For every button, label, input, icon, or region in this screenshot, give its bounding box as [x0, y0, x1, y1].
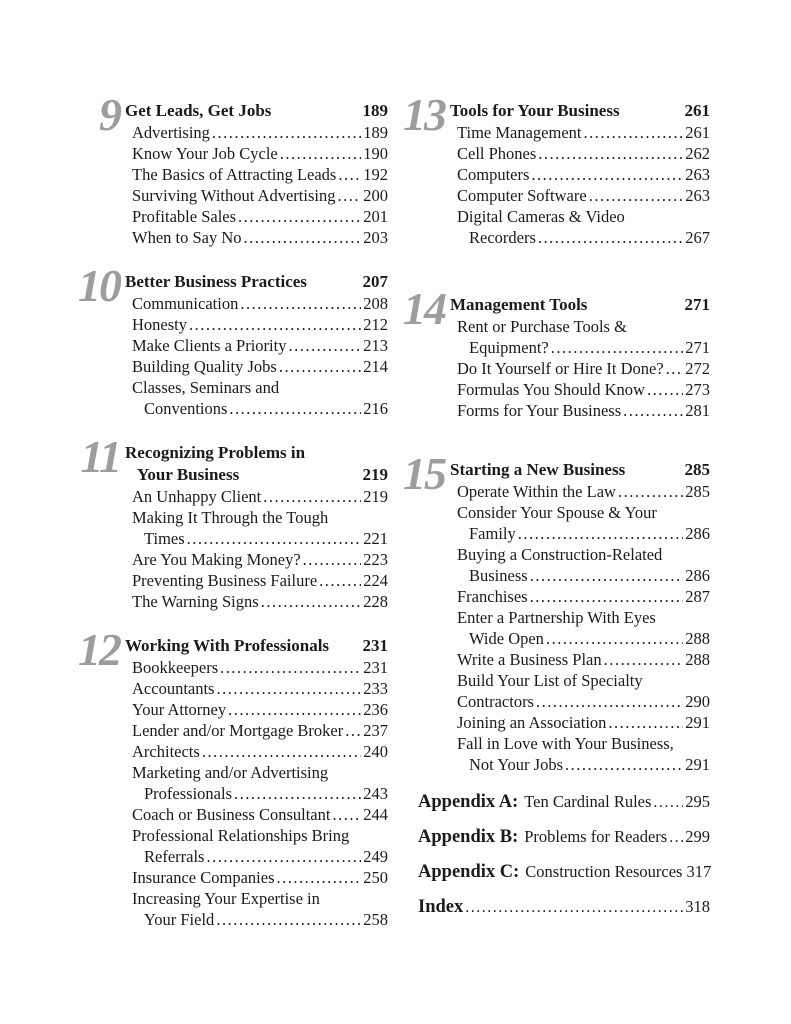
entry-page: 237: [363, 721, 388, 740]
entry-text: Lender and/or Mortgage Broker: [132, 721, 344, 740]
chapter-content: [450, 294, 710, 421]
entry-page: 318: [685, 897, 710, 916]
entry-page: 224: [363, 571, 388, 590]
toc-entry: [450, 122, 710, 143]
chapter-title: Get Leads, Get Jobs: [125, 101, 272, 120]
chapter-section: [78, 260, 388, 419]
toc-entry: [125, 591, 388, 612]
toc-entry: [450, 337, 710, 358]
entry-text: When to Say No: [132, 228, 242, 247]
dot-leader: [666, 358, 684, 379]
entry-page: 258: [363, 910, 388, 929]
entry-text: Know Your Job Cycle: [132, 144, 278, 163]
dot-leader: [206, 846, 361, 867]
entry-page: 263: [685, 165, 710, 184]
dot-leader: [337, 185, 361, 206]
entry-page: 261: [685, 123, 710, 142]
entry-page: 223: [363, 550, 388, 569]
chapter-title-line1: Recognizing Problems in: [125, 443, 306, 462]
dot-leader: [546, 628, 683, 649]
chapter-number: 12: [78, 624, 120, 675]
chapter-title-row: [125, 100, 388, 122]
entry-text-line1: Build Your List of Specialty: [457, 671, 643, 690]
entry-page: 291: [685, 713, 710, 732]
chapter-section: [78, 624, 388, 930]
chapter-page: 207: [362, 272, 388, 291]
toc-entry: [450, 754, 710, 775]
chapter-content: [125, 100, 388, 248]
dot-leader: [319, 570, 361, 591]
back-matter-entry: [418, 896, 710, 919]
dot-leader: [538, 227, 683, 248]
dot-leader: [618, 481, 683, 502]
chapter-title: Better Business Practices: [125, 272, 307, 291]
entry-text: Not Your Jobs: [469, 755, 563, 774]
dot-leader: [332, 804, 361, 825]
entry-page: 287: [685, 587, 710, 606]
dot-leader: [229, 398, 361, 419]
chapter-section: [78, 89, 388, 248]
entry-page: 190: [363, 144, 388, 163]
back-matter-entry: [418, 791, 710, 814]
entry-page: 291: [685, 755, 710, 774]
dot-leader: [187, 528, 362, 549]
toc-entry: [450, 586, 710, 607]
entry-page: 249: [363, 847, 388, 866]
chapter-content: [125, 271, 388, 419]
toc-column-right: [403, 89, 712, 931]
entry-text: Coach or Business Consultant: [132, 805, 331, 824]
dot-leader: [551, 337, 684, 358]
chapter-title: Management Tools: [450, 295, 588, 314]
entry-text: Do It Yourself or Hire It Done?: [457, 359, 664, 378]
toc-entry: [125, 741, 388, 762]
entry-page: 263: [685, 186, 710, 205]
toc-entry: [125, 720, 388, 741]
dot-leader: [240, 293, 361, 314]
entry-page: 231: [363, 658, 388, 677]
entry-text-line1: Digital Cameras & Video: [457, 207, 625, 226]
chapter-number: 10: [78, 260, 120, 311]
entry-page: 221: [363, 529, 388, 548]
toc-entry: [125, 122, 388, 143]
dot-leader: [530, 565, 684, 586]
entry-page: 271: [685, 338, 710, 357]
entry-page: 286: [685, 524, 710, 543]
toc-entry: [125, 909, 388, 930]
chapter-title-row: [450, 294, 710, 316]
entry-text: Joining an Association: [457, 713, 607, 732]
entry-page: 228: [363, 592, 388, 611]
entry-text: Equipment?: [469, 338, 549, 357]
toc-entry: [450, 400, 710, 421]
back-matter-title: Ten Cardinal Rules: [524, 792, 652, 811]
entry-page: 213: [363, 336, 388, 355]
entry-text-line1: Fall in Love with Your Business,: [457, 734, 674, 753]
chapter-page: 261: [684, 101, 710, 120]
entry-text: Honesty: [132, 315, 187, 334]
toc-entry: [125, 206, 388, 227]
dot-leader: [536, 691, 683, 712]
entry-text: Conventions: [144, 399, 228, 418]
entry-text: Recorders: [469, 228, 536, 247]
back-matter-title: Construction Resources: [525, 862, 683, 881]
entry-page: 201: [363, 207, 388, 226]
toc-entry: [125, 867, 388, 888]
chapter-section: [403, 448, 710, 775]
entry-text: Communication: [132, 294, 239, 313]
entry-text: Formulas You Should Know: [457, 380, 645, 399]
entry-text: Operate Within the Law: [457, 482, 616, 501]
entry-text: Forms for Your Business: [457, 401, 622, 420]
chapter-page: 271: [684, 295, 710, 314]
entry-text: Building Quality Jobs: [132, 357, 277, 376]
chapter-page: 189: [362, 101, 388, 120]
dot-leader: [280, 143, 361, 164]
entry-text: Insurance Companies: [132, 868, 275, 887]
back-matter-label: Appendix A:: [418, 792, 519, 812]
dot-leader: [604, 649, 684, 670]
chapter-content: [450, 100, 710, 248]
dot-leader: [216, 909, 361, 930]
dot-leader: [220, 657, 361, 678]
entry-page: 244: [363, 805, 388, 824]
entry-text: Preventing Business Failure: [132, 571, 318, 590]
dot-leader: [263, 486, 361, 507]
entry-text: Computer Software: [457, 186, 587, 205]
chapter-section: [78, 431, 388, 612]
entry-text-line1: Making It Through the Tough: [132, 508, 329, 527]
chapter-number: 13: [403, 89, 445, 140]
toc-column-left: [78, 89, 388, 930]
toc-entry: [450, 523, 710, 544]
dot-leader: [608, 712, 683, 733]
dot-leader: [303, 549, 362, 570]
toc-entry: [450, 227, 710, 248]
toc-entry: [450, 691, 710, 712]
toc-entry: [450, 565, 710, 586]
toc-entry: [125, 846, 388, 867]
entry-text: An Unhappy Client: [132, 487, 262, 506]
chapter-title-row: [125, 271, 388, 293]
entry-text: Surviving Without Advertising: [132, 186, 336, 205]
dot-leader: [518, 523, 683, 544]
entry-page: 200: [363, 186, 388, 205]
dot-leader: [345, 720, 361, 741]
dot-leader: [530, 586, 684, 607]
entry-text: Times: [144, 529, 185, 548]
entry-page: 189: [363, 123, 388, 142]
chapter-page: 285: [684, 460, 710, 479]
entry-page: 214: [363, 357, 388, 376]
toc-entry: [125, 486, 388, 507]
entry-text: Write a Business Plan: [457, 650, 602, 669]
entry-page: 281: [685, 401, 710, 420]
entry-text: Profitable Sales: [132, 207, 237, 226]
dot-leader: [202, 741, 361, 762]
entry-page: 295: [685, 792, 710, 811]
dot-leader: [669, 827, 683, 849]
toc-entry: [450, 358, 710, 379]
dot-leader: [277, 867, 362, 888]
dot-leader: [465, 897, 683, 919]
toc-entry: [450, 164, 710, 185]
dot-leader: [228, 699, 361, 720]
dot-leader: [531, 164, 683, 185]
toc-entry: [450, 649, 710, 670]
toc-entry: [125, 699, 388, 720]
entry-page: 273: [685, 380, 710, 399]
toc-entry: [125, 335, 388, 356]
entry-text-line1: Rent or Purchase Tools &: [457, 317, 627, 336]
toc-entry: [125, 185, 388, 206]
entry-text: Bookkeepers: [132, 658, 219, 677]
entry-page: 288: [685, 629, 710, 648]
entry-page: 192: [363, 165, 388, 184]
chapter-page: 231: [362, 636, 388, 655]
chapter-section: [403, 89, 710, 248]
toc-entry: [450, 185, 710, 206]
entry-page: 208: [363, 294, 388, 313]
entry-page: 233: [363, 679, 388, 698]
dot-leader: [288, 335, 361, 356]
toc-entry: [450, 481, 710, 502]
chapter-number: 9: [99, 89, 120, 140]
back-matter-title: Problems for Readers: [524, 827, 668, 846]
entry-page: 203: [363, 228, 388, 247]
entry-page: 285: [685, 482, 710, 501]
chapter-title: Starting a New Business: [450, 460, 626, 479]
toc-entry: [450, 379, 710, 400]
entry-page: 240: [363, 742, 388, 761]
chapter-title-row: [450, 459, 710, 481]
toc-entry: [125, 549, 388, 570]
entry-text: Cell Phones: [457, 144, 537, 163]
back-matter-entry: [418, 861, 710, 884]
chapter-title-row: [125, 464, 388, 486]
back-matter: [403, 791, 710, 919]
entry-text: Architects: [132, 742, 200, 761]
toc-entry: [450, 143, 710, 164]
back-matter-label: Index: [418, 897, 464, 917]
toc-entry: [125, 570, 388, 591]
entry-text: The Basics of Attracting Leads: [132, 165, 337, 184]
entry-page: 216: [363, 399, 388, 418]
toc-entry: [125, 398, 388, 419]
dot-leader: [216, 678, 361, 699]
entry-text-line1: Increasing Your Expertise in: [132, 889, 320, 908]
entry-page: 317: [686, 862, 712, 881]
back-matter-label: Appendix C:: [418, 862, 520, 882]
back-matter-label: Appendix B:: [418, 827, 519, 847]
entry-page: 290: [685, 692, 710, 711]
entry-page: 267: [685, 228, 710, 247]
entry-page: 212: [363, 315, 388, 334]
entry-page: 250: [363, 868, 388, 887]
entry-text: Your Attorney: [132, 700, 227, 719]
back-matter-entry: [418, 826, 710, 849]
entry-text: Time Management: [457, 123, 582, 142]
entry-text: Professionals: [144, 784, 232, 803]
chapter-title: Working With Professionals: [125, 636, 330, 655]
entry-page: 288: [685, 650, 710, 669]
entry-text: Your Field: [144, 910, 215, 929]
entry-page: 286: [685, 566, 710, 585]
chapter-section: [403, 283, 710, 421]
dot-leader: [584, 122, 684, 143]
chapter-title-row: [450, 100, 710, 122]
entry-text: Accountants: [132, 679, 215, 698]
chapter-content: [125, 635, 388, 930]
chapter-title-row: [125, 635, 388, 657]
entry-text: Franchises: [457, 587, 528, 606]
chapter-number: 14: [403, 283, 445, 334]
entry-text: Referrals: [144, 847, 205, 866]
toc-entry: [125, 227, 388, 248]
entry-text: Make Clients a Priority: [132, 336, 287, 355]
entry-page: 272: [685, 359, 710, 378]
dot-leader: [244, 227, 362, 248]
entry-text: Advertising: [132, 123, 210, 142]
entry-text: Wide Open: [469, 629, 544, 648]
dot-leader: [279, 356, 361, 377]
toc-entry: [125, 678, 388, 699]
chapter-title: Tools for Your Business: [450, 101, 620, 120]
toc-entry: [125, 164, 388, 185]
dot-leader: [653, 792, 683, 814]
entry-text-line1: Classes, Seminars and: [132, 378, 280, 397]
dot-leader: [338, 164, 361, 185]
toc-entry: [125, 356, 388, 377]
entry-text: The Warning Signs: [132, 592, 259, 611]
entry-text: Business: [469, 566, 528, 585]
entry-text-line1: Consider Your Spouse & Your: [457, 503, 657, 522]
dot-leader: [189, 314, 361, 335]
dot-leader: [261, 591, 362, 612]
chapter-number: 11: [80, 431, 120, 482]
entry-text: Family: [469, 524, 516, 543]
toc-entry: [125, 293, 388, 314]
toc-entry: [125, 314, 388, 335]
entry-text: Contractors: [457, 692, 534, 711]
dot-leader: [212, 122, 361, 143]
toc-entry: [125, 657, 388, 678]
entry-page: 262: [685, 144, 710, 163]
toc-entry: [125, 783, 388, 804]
toc-entry: [125, 804, 388, 825]
dot-leader: [234, 783, 361, 804]
entry-page: 243: [363, 784, 388, 803]
chapter-content: [125, 442, 388, 612]
toc-entry: [125, 143, 388, 164]
entry-text-line1: Enter a Partnership With Eyes: [457, 608, 656, 627]
entry-text-line1: Marketing and/or Advertising: [132, 763, 329, 782]
chapter-number: 15: [403, 448, 445, 499]
dot-leader: [647, 379, 683, 400]
entry-text-line1: Buying a Construction-Related: [457, 545, 663, 564]
chapter-title: Your Business: [137, 465, 240, 484]
entry-page: 236: [363, 700, 388, 719]
chapter-page: 219: [362, 465, 388, 484]
toc-entry: [125, 528, 388, 549]
entry-page: 219: [363, 487, 388, 506]
dot-leader: [623, 400, 683, 421]
toc-entry: [450, 628, 710, 649]
entry-page: 299: [685, 827, 710, 846]
entry-text: Are You Making Money?: [132, 550, 301, 569]
dot-leader: [589, 185, 684, 206]
dot-leader: [565, 754, 683, 775]
chapter-content: [450, 459, 710, 775]
dot-leader: [538, 143, 683, 164]
dot-leader: [238, 206, 361, 227]
toc-entry: [450, 712, 710, 733]
entry-text-line1: Professional Relationships Bring: [132, 826, 350, 845]
entry-text: Computers: [457, 165, 530, 184]
